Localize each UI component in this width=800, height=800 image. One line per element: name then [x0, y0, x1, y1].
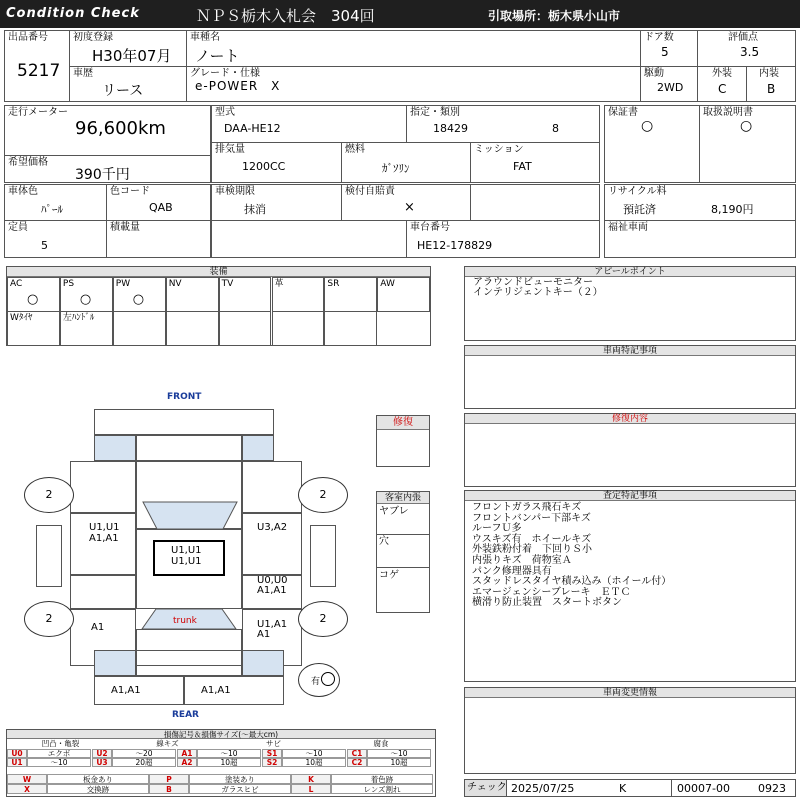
spare-tire-icon: [298, 663, 340, 697]
welfare-label: 福祉車両: [608, 222, 648, 233]
blank-cell-2: [211, 220, 407, 258]
legend-desc: 着色跡: [331, 774, 433, 784]
legend-code: X: [7, 784, 47, 794]
color-label: 車体色: [8, 186, 38, 197]
drive-label: 駆動: [644, 68, 664, 79]
displacement-label: 排気量: [215, 144, 245, 155]
legend-desc: 〜10: [27, 758, 91, 767]
left-mirror: [36, 525, 62, 587]
check-seq: 0923: [758, 782, 786, 795]
load-label: 積載量: [110, 222, 140, 233]
manual-label: 取扱説明書: [703, 107, 753, 118]
color-cell: [4, 184, 107, 221]
equipment-key: AW: [380, 279, 395, 289]
insurance-label: 検付自賠責: [345, 186, 395, 197]
right-mirror: [310, 525, 336, 587]
logo: Condition Check: [6, 6, 140, 21]
front-left-damage: U1,U1 A1,A1: [89, 522, 120, 544]
footer-bar: [464, 779, 796, 797]
interior-label: 内装: [759, 68, 779, 79]
manual-cell: [699, 105, 796, 183]
equipment-item: [7, 277, 60, 312]
pickup-location: 引取場所：栃木県小山市: [488, 9, 621, 23]
hood-front: [136, 435, 242, 461]
interior-cell: [746, 66, 796, 102]
lot-label: 出品番号: [8, 32, 48, 43]
legend-desc: ガラスヒビ: [189, 784, 291, 794]
capacity-value: 5: [41, 239, 48, 252]
change-info-panel: [464, 687, 796, 774]
inspection-note-line: フロントガラス飛石キズ: [472, 502, 582, 513]
doors-value: 5: [661, 45, 669, 59]
warranty-label: 保証書: [608, 107, 638, 118]
desired-label: 希望価格: [8, 157, 48, 168]
rear-bumper-right: [184, 676, 284, 705]
equipment-key: PW: [115, 279, 131, 289]
warranty-value: ○: [641, 118, 654, 134]
first-reg-cell: [69, 30, 187, 67]
cabin: [136, 529, 242, 609]
rating-value: 3.5: [740, 45, 760, 59]
legend-code: K: [291, 774, 331, 784]
grade-label: グレード・仕様: [190, 68, 260, 79]
check-date: 2025/07/25: [511, 782, 575, 795]
appeal-title: アピールポイント: [465, 267, 795, 277]
equipment-value: ○: [79, 292, 92, 307]
insurance-value: ×: [404, 200, 415, 215]
repair-content-panel: [464, 413, 796, 487]
front-left-light: [94, 435, 136, 461]
history-value: リース: [102, 83, 144, 99]
fuel-cell: [341, 142, 471, 183]
front-label: FRONT: [167, 392, 202, 402]
legend-group: 線キズ: [156, 739, 179, 748]
left-rear-damage: A1: [91, 622, 105, 633]
check-number: 00007-00: [677, 782, 730, 795]
inspection-note-line: ルーフＵ多: [472, 523, 522, 535]
exterior-cell: [697, 66, 747, 102]
equipment-item: [60, 311, 113, 346]
rear-panel: [136, 650, 242, 676]
recycle-fee: 8,190円: [711, 203, 754, 216]
desired-value: 390千円: [75, 167, 130, 183]
car-name-label: 車種名: [190, 32, 220, 43]
equipment-item: [272, 311, 325, 346]
legend-code: B: [149, 784, 189, 794]
equipment-item: [60, 277, 113, 312]
model-cell: [211, 105, 407, 143]
welfare-cell: [604, 220, 796, 258]
equipment-item: [272, 277, 325, 312]
rear-left-door: [70, 575, 136, 609]
drive-value: 2WD: [657, 81, 684, 94]
rating-cell: [697, 30, 796, 67]
header-bar: [0, 0, 800, 28]
legend-desc: 交換跡: [47, 784, 149, 794]
equipment-item: [166, 311, 219, 346]
change-info-title: 車両変更情報: [465, 688, 795, 698]
equipment-value: ○: [27, 292, 39, 307]
doors-cell: [640, 30, 698, 67]
legend-code: L: [291, 784, 331, 794]
equipment-key: NV: [168, 279, 182, 289]
displacement-value: 1200CC: [242, 160, 286, 173]
inspection-note-line: エマージェンシーブレーキ ＥＴＣ: [472, 586, 631, 598]
inspection-note-line: ウスキズ有 ホイールキズ: [472, 533, 592, 545]
inspection-notes-title: 査定特記事項: [465, 491, 795, 501]
rear-right-damage: A1,A1: [201, 685, 231, 696]
inspection-value: 抹消: [244, 203, 266, 216]
legend-code: A2: [177, 758, 197, 767]
cabin-interior-title: 客室内張: [377, 492, 429, 504]
rear-left-damage: A1,A1: [111, 685, 141, 696]
legend-code: W: [7, 774, 47, 784]
spec-label: 指定・類別: [410, 107, 460, 118]
mileage-label: 走行メーター: [8, 107, 68, 118]
legend-code: S2: [262, 758, 282, 767]
equipment-item: [113, 311, 166, 346]
rear-right-door-upper: [242, 575, 302, 609]
legend-code: U3: [92, 758, 112, 767]
wheel-front-left-score: 2: [45, 488, 53, 501]
equipment-key: TV: [221, 279, 234, 289]
rear-left-light: [94, 650, 136, 676]
cabin-burn-label: コゲ: [379, 570, 399, 581]
inspection-cell: [211, 184, 342, 221]
legend-desc: レンズ割れ: [331, 784, 433, 794]
fuel-value: ｶﾞｿﾘﾝ: [382, 162, 410, 175]
inspection-note-line: フロントバンパー下部キズ: [472, 512, 591, 524]
repair-content-title: 修復内容: [465, 414, 795, 424]
car-diagram: [0, 385, 460, 725]
wheel-front-right: [298, 477, 348, 513]
legend-desc: 10超: [282, 758, 346, 767]
check-code: K: [619, 782, 627, 795]
front-right-damage: U3,A2: [257, 522, 288, 533]
appeal-panel: [464, 266, 796, 341]
legend-code: P: [149, 774, 189, 784]
mileage-value: 96,600km: [75, 118, 166, 139]
rear-label: REAR: [172, 710, 199, 720]
front-bumper: [94, 409, 274, 435]
spare-tire-label: 有: [311, 677, 321, 687]
rear-bumper-left: [94, 676, 184, 705]
legend-desc: 10超: [367, 758, 431, 767]
hood: [136, 461, 242, 529]
blank-cell-1: [470, 184, 600, 221]
roof: [153, 540, 225, 576]
wheel-rear-right: [298, 601, 348, 637]
front-left-fender: [70, 461, 136, 513]
inspection-note-line: 内張りキズ 荷物室Ａ: [472, 554, 572, 566]
mission-value: FAT: [513, 160, 532, 173]
legend-code: U0: [7, 749, 27, 758]
recycle-cell: [604, 184, 796, 221]
warranty-cell: [604, 105, 700, 183]
roof-damage: U1,U1 U1,U1: [171, 545, 202, 567]
legend-code: S1: [262, 749, 282, 758]
legend-code: C2: [347, 758, 367, 767]
front-right-fender: [242, 461, 302, 513]
equipment-item: [7, 311, 60, 346]
lot-number: 5217: [17, 61, 61, 81]
color-code-cell: [106, 184, 211, 221]
car-name-value: ノート: [195, 47, 240, 65]
legend-desc: 10超: [197, 758, 261, 767]
equipment-item: [219, 311, 272, 346]
special-panel: [464, 345, 796, 409]
spec-number: 18429: [433, 122, 468, 135]
equipment-item: [113, 277, 166, 312]
fuel-label: 燃料: [345, 144, 365, 155]
legend-desc: 〜20: [112, 749, 176, 758]
right-mid-damage: U0,U0 A1,A1: [257, 575, 288, 596]
equipment-key: Wﾀｲﾔ: [10, 313, 33, 323]
inspection-label: 車検期限: [215, 186, 255, 197]
legend-desc: 〜10: [282, 749, 346, 758]
wheel-rear-left-score: 2: [45, 612, 53, 625]
inspection-note-line: スタッドレスタイヤ積み込み（ホイール付）: [472, 576, 672, 588]
class-number: 8: [552, 122, 559, 135]
cabin-interior-box: [376, 491, 430, 613]
equipment-key: SR: [327, 279, 340, 289]
recycle-status: 預託済: [623, 203, 656, 216]
exterior-label: 外装: [712, 68, 732, 79]
equipment-key: AC: [10, 279, 23, 289]
recycle-label: リサイクル料: [608, 186, 667, 197]
damage-legend: [6, 729, 436, 797]
first-reg-label: 初度登録: [73, 32, 113, 43]
special-title: 車両特記事項: [465, 346, 795, 356]
legend-group: 凹凸・亀裂: [41, 739, 80, 748]
legend-desc: 〜10: [197, 749, 261, 758]
legend-code: C1: [347, 749, 367, 758]
spec-cell: [406, 105, 600, 143]
legend-title: 損傷記号＆損傷サイズ(〜最大cm): [7, 730, 435, 739]
wheel-front-left: [24, 477, 74, 513]
lot-cell: [4, 30, 70, 102]
load-cell: [106, 220, 211, 258]
color-code-value: QAB: [149, 201, 173, 214]
wheel-front-right-score: 2: [319, 488, 327, 501]
right-rear-damage: U1,A1 A1: [257, 619, 288, 640]
wheel-rear-right-score: 2: [319, 612, 327, 625]
rear-right-light: [242, 650, 284, 676]
displacement-cell: [211, 142, 342, 183]
history-cell: [69, 66, 187, 102]
rating-label: 評価点: [728, 32, 758, 43]
equipment-item: [219, 277, 272, 312]
legend-code: U1: [7, 758, 27, 767]
legend-desc: 塗装あり: [189, 774, 291, 784]
wheel-rear-left: [24, 601, 74, 637]
capacity-cell: [4, 220, 107, 258]
legend-code: A1: [177, 749, 197, 758]
cabin-hole-label: 穴: [379, 536, 389, 547]
capacity-label: 定員: [8, 222, 28, 233]
inspection-note-line: パンク修理器具有: [472, 565, 552, 577]
color-code-label: 色コード: [110, 186, 150, 197]
legend-group: サビ: [266, 739, 281, 748]
legend-desc: 板金あり: [47, 774, 149, 784]
manual-value: ○: [740, 118, 753, 134]
legend-desc: 20超: [112, 758, 176, 767]
front-right-door: [242, 513, 302, 575]
cabin-tear-label: ヤブレ: [379, 506, 409, 517]
front-left-door: [70, 513, 136, 575]
repair-box-title: 修復: [377, 416, 429, 430]
appeal-line: インテリジェントキー（２）: [473, 287, 603, 298]
chassis-cell: [406, 220, 600, 258]
doors-label: ドア数: [644, 32, 674, 43]
front-right-light: [242, 435, 274, 461]
color-value: ﾊﾟｰﾙ: [41, 203, 63, 216]
page-title: ＮＰＳ栃木入札会 304回: [196, 7, 375, 25]
appeal-line: アラウンドビューモニター: [473, 277, 593, 288]
equipment-key: PS: [62, 279, 75, 289]
inspection-note-line: 横滑り防止装置 スタートボタン: [472, 597, 622, 609]
history-label: 車歴: [73, 68, 93, 79]
equipment-key: 左ﾊﾝﾄﾞﾙ: [62, 313, 95, 323]
legend-code: U2: [92, 749, 112, 758]
mission-label: ミッション: [474, 144, 524, 155]
chassis-value: HE12-178829: [417, 239, 493, 252]
legend-desc: 〜10: [367, 749, 431, 758]
insurance-cell: [341, 184, 471, 221]
equipment-item: [324, 311, 377, 346]
inspection-notes-panel: [464, 490, 796, 682]
equipment-item: [324, 277, 377, 312]
equipment-item: [166, 277, 219, 312]
drive-cell: [640, 66, 698, 102]
model-label: 型式: [215, 107, 235, 118]
first-reg-value: H30年07月: [92, 47, 172, 65]
mileage-cell: [4, 105, 211, 183]
interior-value: B: [767, 82, 776, 96]
check-label: チェック: [465, 780, 507, 796]
equipment-key: 革: [274, 279, 284, 289]
inspection-note-line: 外装鉄粉付着 下回りＳ小: [472, 544, 592, 556]
repair-box: [376, 415, 430, 467]
exterior-value: C: [718, 82, 727, 96]
grade-cell: [186, 66, 641, 102]
equipment-table: [6, 266, 431, 346]
model-value: DAA-HE12: [224, 122, 281, 135]
grade-value: e-POWER X: [195, 79, 281, 93]
equipment-item: [377, 277, 430, 312]
mission-cell: [470, 142, 600, 183]
trunk-label: trunk: [173, 616, 197, 626]
equipment-title: 装備: [7, 267, 430, 277]
car-name-cell: [186, 30, 641, 67]
chassis-label: 車台番号: [410, 222, 450, 233]
legend-group: 腐食: [373, 739, 389, 748]
equipment-value: ○: [132, 292, 145, 307]
legend-desc: エクボ: [27, 749, 91, 758]
